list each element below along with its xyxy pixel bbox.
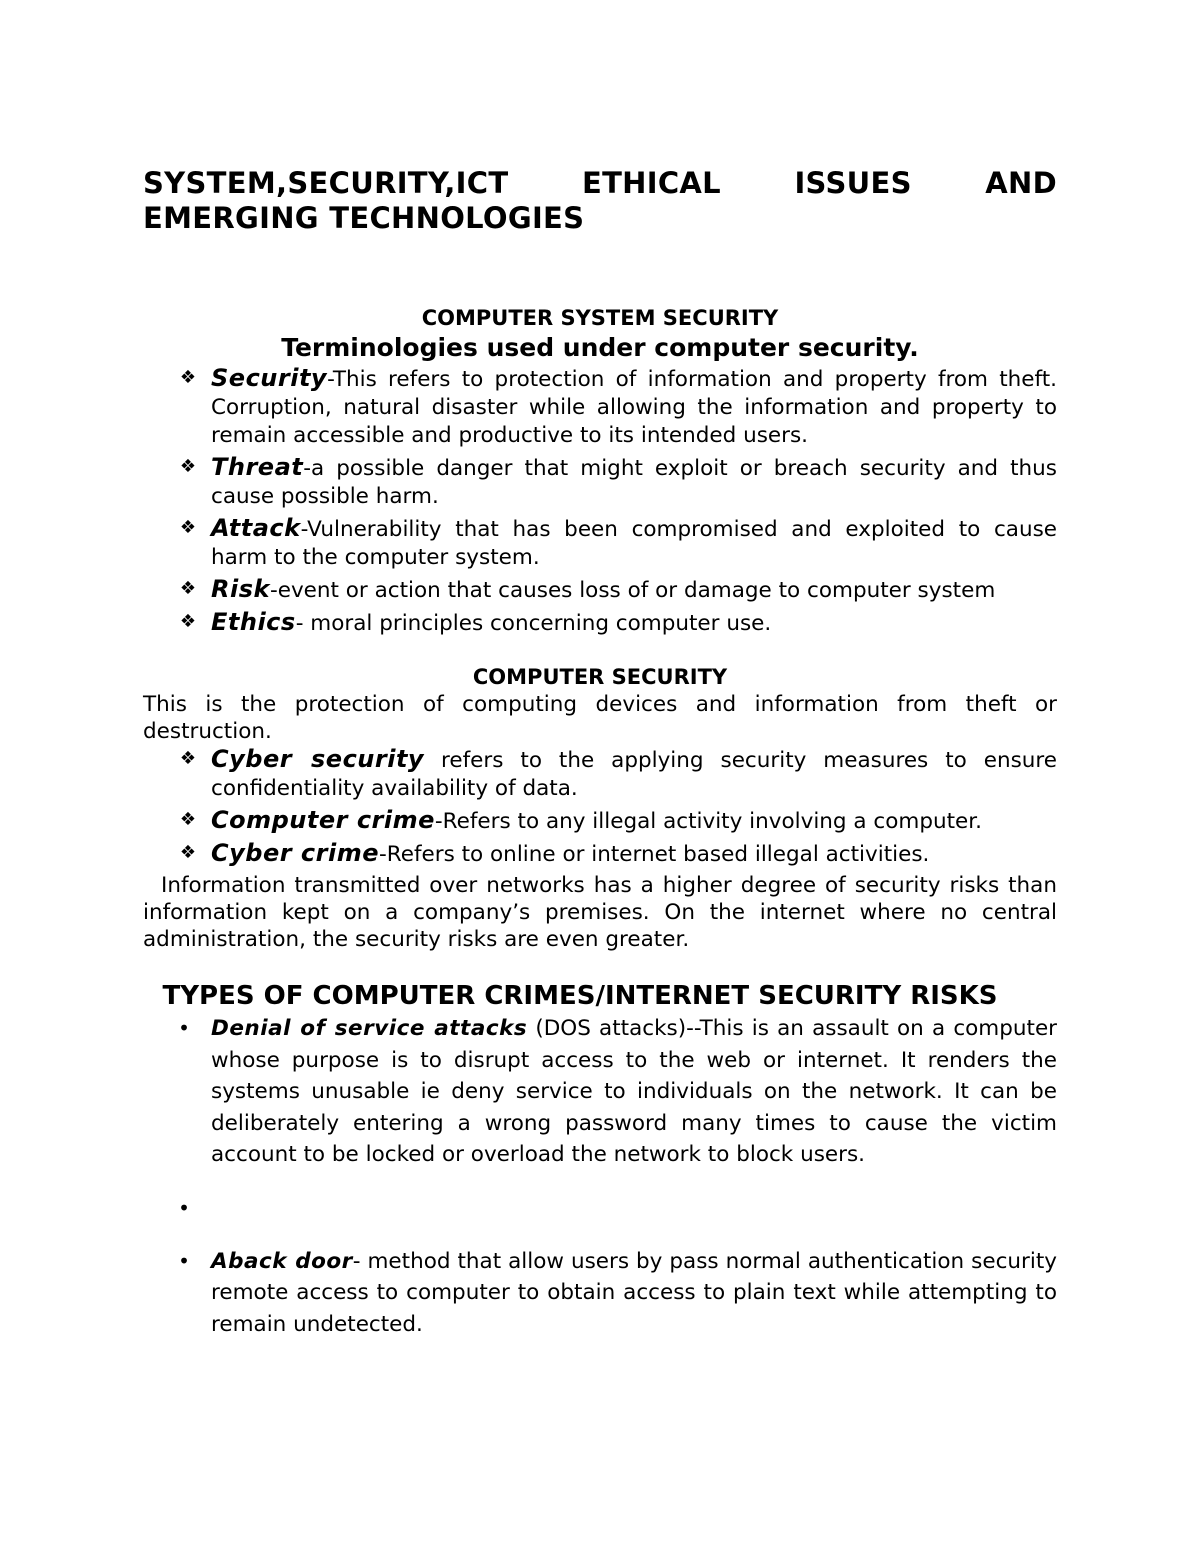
list-item xyxy=(143,806,1057,836)
diamond-bullet-icon: ❖ xyxy=(179,456,197,477)
term-definition: -This refers to protection of information and property from theft. Corruption, natural disaster while allowing the information and property to remain accessible and productive to its intended users. xyxy=(211,367,1057,448)
term-label: Risk xyxy=(211,575,270,603)
list-item xyxy=(143,514,1057,572)
term-definition: (DOS attacks)--This is an assault on a computer whose purpose is to disrupt access to the web or internet. It renders the systems unusable ie deny service to individuals on the network. It can be deliberately entering a wrong password many times to cause the victim account to be locked or overload the network to block users. xyxy=(211,1016,1058,1167)
list-item xyxy=(143,608,1057,638)
term-definition: - method that allow users by pass normal authentication security remote access to computer to obtain access to plain text while attempting to remain undetected. xyxy=(211,1248,1057,1337)
bullet-dot-icon: • xyxy=(178,1016,190,1040)
diamond-bullet-icon: ❖ xyxy=(179,842,197,863)
diamond-bullet-icon: ❖ xyxy=(179,809,197,830)
list-item xyxy=(143,1193,1057,1224)
list-item xyxy=(143,839,1057,869)
term-label: Cyber security xyxy=(211,745,425,773)
computer-security-intro: This is the protection of computing devices and information from theft or destruction. xyxy=(143,692,1057,744)
term-label: Cyber crime xyxy=(211,839,379,867)
term-definition: -Refers to any illegal activity involving a computer. xyxy=(434,809,982,834)
diamond-bullet-icon: ❖ xyxy=(179,517,197,538)
page-title xyxy=(143,166,1057,236)
term-definition: - moral principles concerning computer use. xyxy=(295,611,772,636)
list-item xyxy=(143,1246,1057,1341)
term-label: Attack xyxy=(211,514,301,542)
term-label: Computer crime xyxy=(211,806,435,834)
title-line-2: EMERGING TECHNOLOGIES xyxy=(143,201,585,235)
list-item xyxy=(143,364,1057,450)
list-item xyxy=(143,575,1057,605)
title-line-1: SYSTEM,SECURITY,ICT ETHICAL ISSUES AND xyxy=(143,166,1057,200)
list-item xyxy=(143,1013,1057,1171)
section-heading-computer-system-security: COMPUTER SYSTEM SECURITY xyxy=(421,306,779,330)
list-item xyxy=(143,453,1057,511)
term-label: Threat xyxy=(211,453,304,481)
term-label: Denial of service attacks xyxy=(211,1016,528,1041)
bullet-dot-icon: • xyxy=(178,1195,190,1220)
term-definition: -event or action that causes loss of or damage to computer system xyxy=(269,578,996,603)
term-definition: -Vulnerability that has been compromised and exploited to cause harm to the computer system. xyxy=(211,517,1057,570)
term-label: Aback door xyxy=(211,1248,353,1274)
diamond-bullet-icon: ❖ xyxy=(179,367,197,388)
section-heading-computer-security: COMPUTER SECURITY xyxy=(472,665,728,689)
term-label: Ethics xyxy=(211,608,296,636)
term-label: Security xyxy=(211,364,328,392)
bullet-dot-icon: • xyxy=(178,1248,190,1273)
cyber-terms-list xyxy=(143,745,1057,869)
diamond-bullet-icon: ❖ xyxy=(179,611,197,632)
term-definition: refers to the applying security measures to ensure confidentiality availability of data. xyxy=(211,748,1057,801)
term-definition: -Refers to online or internet based illegal activities. xyxy=(378,842,930,867)
section-heading-crime-types: TYPES OF COMPUTER CRIMES/INTERNET SECURITY RISKS xyxy=(162,981,998,1011)
crime-types-list xyxy=(143,1013,1057,1340)
document-content xyxy=(143,166,1057,1340)
term-definition: -a possible danger that might exploit or breach security and thus cause possible harm. xyxy=(211,456,1057,509)
diamond-bullet-icon: ❖ xyxy=(179,748,197,769)
diamond-bullet-icon: ❖ xyxy=(179,578,197,599)
terminology-list xyxy=(143,364,1057,638)
terminologies-subheading: Terminologies used under computer security. xyxy=(281,333,919,362)
network-risk-paragraph: Information transmitted over networks has a higher degree of security risks than information kept on a company’s premises. On the internet where no central administration, the security risks are even greater. xyxy=(143,873,1057,952)
list-item xyxy=(143,745,1057,803)
